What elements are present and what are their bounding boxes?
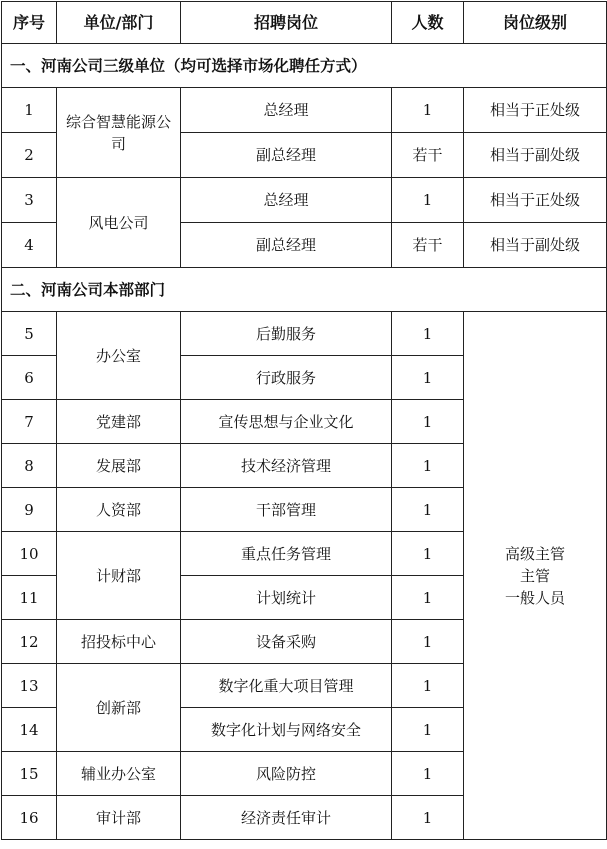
row-count: 1	[392, 664, 464, 708]
row-count: 若干	[392, 133, 464, 178]
row-position: 数字化计划与网络安全	[181, 708, 392, 752]
row-no: 14	[2, 708, 57, 752]
header-row	[2, 2, 607, 44]
row-position: 总经理	[181, 178, 392, 223]
row-position: 干部管理	[181, 488, 392, 532]
row-unit: 人资部	[57, 488, 181, 532]
row-count: 1	[392, 88, 464, 133]
row-no: 3	[2, 178, 57, 223]
section-title: 一、河南公司三级单位（均可选择市场化聘任方式）	[2, 44, 607, 88]
row-count: 1	[392, 620, 464, 664]
row-position: 经济责任审计	[181, 796, 392, 840]
row-count: 1	[392, 576, 464, 620]
row-unit: 办公室	[57, 312, 181, 400]
row-position: 设备采购	[181, 620, 392, 664]
row-level: 相当于正处级	[464, 88, 607, 133]
row-no: 6	[2, 356, 57, 400]
row-position: 副总经理	[181, 223, 392, 268]
row-no: 5	[2, 312, 57, 356]
table-row	[2, 178, 607, 223]
row-position: 行政服务	[181, 356, 392, 400]
row-count: 若干	[392, 223, 464, 268]
row-no: 10	[2, 532, 57, 576]
section-heading-row	[2, 44, 607, 88]
section-heading-row	[2, 268, 607, 312]
row-no: 11	[2, 576, 57, 620]
recruitment-table	[1, 1, 607, 840]
row-position: 副总经理	[181, 133, 392, 178]
table-row	[2, 312, 607, 356]
row-no: 12	[2, 620, 57, 664]
row-position: 后勤服务	[181, 312, 392, 356]
row-count: 1	[392, 400, 464, 444]
row-level: 相当于副处级	[464, 223, 607, 268]
row-no: 7	[2, 400, 57, 444]
section-title: 二、河南公司本部部门	[2, 268, 607, 312]
row-position: 数字化重大项目管理	[181, 664, 392, 708]
row-unit: 发展部	[57, 444, 181, 488]
row-position: 宣传思想与企业文化	[181, 400, 392, 444]
row-level: 相当于正处级	[464, 178, 607, 223]
row-count: 1	[392, 312, 464, 356]
shared-level-cell: 高级主管 主管 一般人员	[464, 312, 607, 840]
row-unit: 风电公司	[57, 178, 181, 268]
row-unit: 辅业办公室	[57, 752, 181, 796]
row-level: 相当于副处级	[464, 133, 607, 178]
row-unit: 综合智慧能源公司	[57, 88, 181, 178]
row-count: 1	[392, 356, 464, 400]
row-unit: 党建部	[57, 400, 181, 444]
row-position: 技术经济管理	[181, 444, 392, 488]
row-unit: 审计部	[57, 796, 181, 840]
row-count: 1	[392, 532, 464, 576]
row-count: 1	[392, 444, 464, 488]
header-position: 招聘岗位	[181, 2, 392, 44]
row-no: 9	[2, 488, 57, 532]
row-count: 1	[392, 178, 464, 223]
row-no: 8	[2, 444, 57, 488]
row-no: 1	[2, 88, 57, 133]
row-count: 1	[392, 752, 464, 796]
row-no: 16	[2, 796, 57, 840]
row-unit: 计财部	[57, 532, 181, 620]
row-no: 15	[2, 752, 57, 796]
table-row	[2, 88, 607, 133]
row-count: 1	[392, 708, 464, 752]
row-unit: 创新部	[57, 664, 181, 752]
header-count: 人数	[392, 2, 464, 44]
header-no: 序号	[2, 2, 57, 44]
row-no: 13	[2, 664, 57, 708]
header-level: 岗位级别	[464, 2, 607, 44]
row-position: 计划统计	[181, 576, 392, 620]
row-count: 1	[392, 796, 464, 840]
row-position: 总经理	[181, 88, 392, 133]
row-count: 1	[392, 488, 464, 532]
row-position: 风险防控	[181, 752, 392, 796]
row-unit: 招投标中心	[57, 620, 181, 664]
header-unit: 单位/部门	[57, 2, 181, 44]
row-no: 2	[2, 133, 57, 178]
row-no: 4	[2, 223, 57, 268]
row-position: 重点任务管理	[181, 532, 392, 576]
